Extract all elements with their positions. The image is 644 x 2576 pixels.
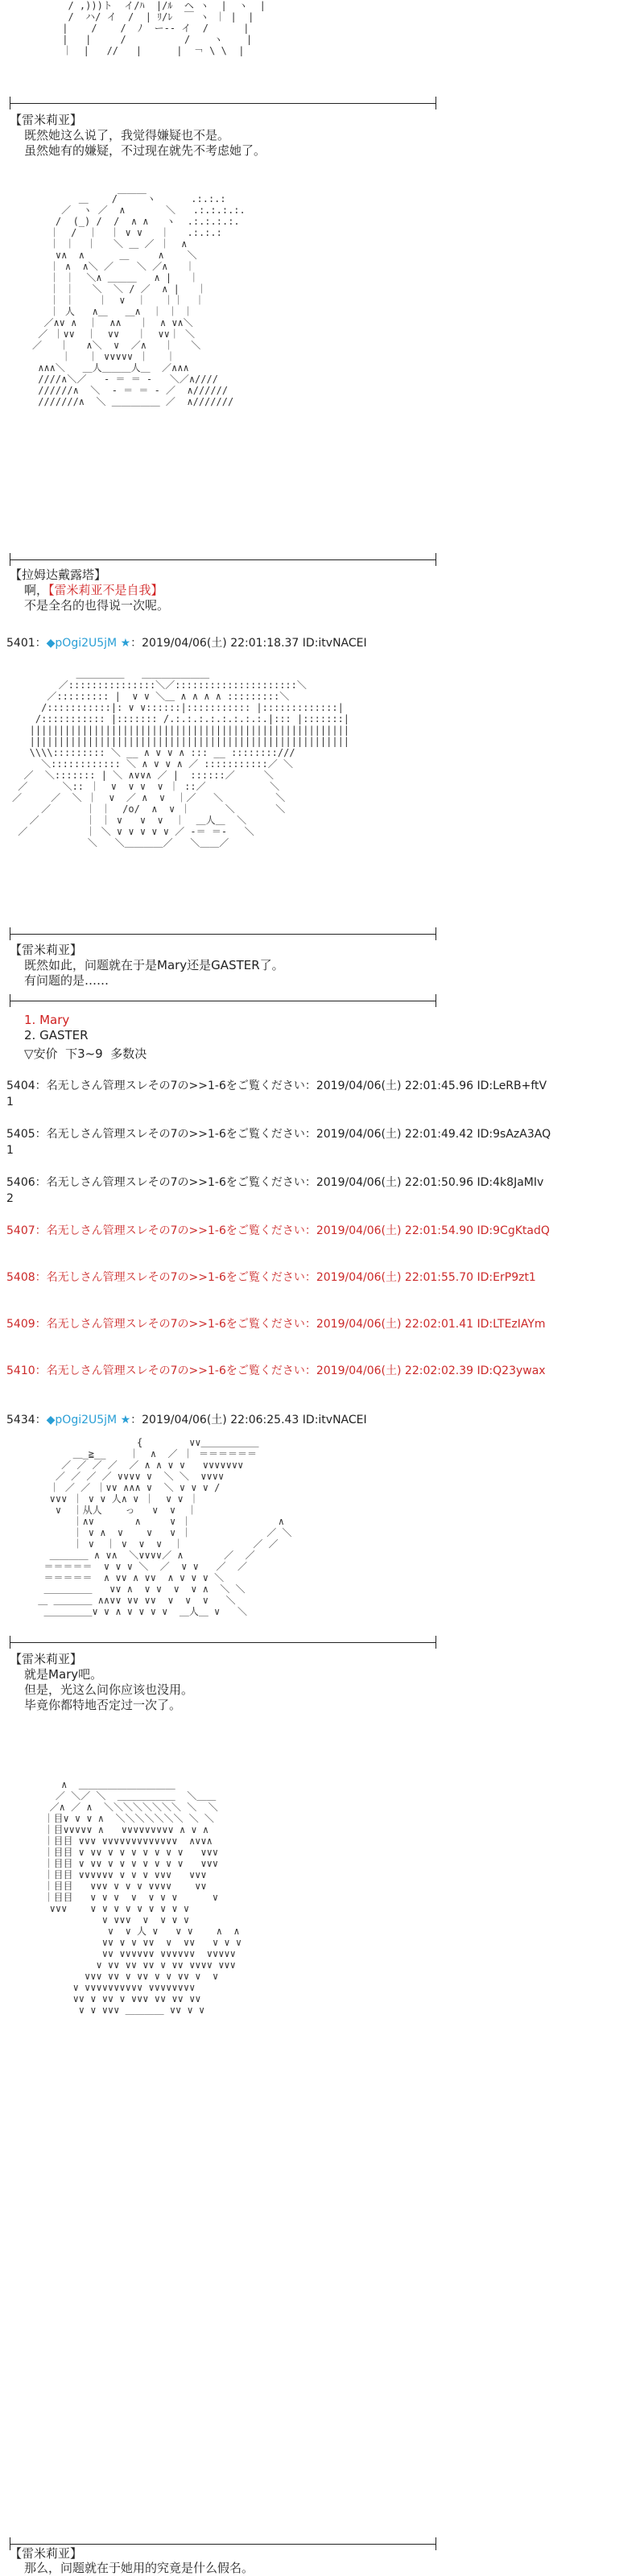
ascii-art-top: / ,)))ト イ/ﾊ |/ﾙ ヘ ヽ | ヽ | / ハ/ イ / | ﾘ/ﾚ ￣ ヽ ｜ | | | / / ﾉ ー-- イ / | | | / / ヽ | ｜ | // | | ￢ \ \ | <box>62 0 266 56</box>
post-line: 5405：名无しさん管理スレその7の>>1-6をご覧ください：2019/04/06(土) 22:01:49.42 ID:9sAzA3AQ <box>6 1128 551 1141</box>
vote-instruction: ▽安价 下3~9 多数决 <box>24 1046 147 1061</box>
dialogue-text: 啊， <box>24 583 49 597</box>
speaker-label: 【雷米莉亚】 <box>10 113 83 127</box>
divider <box>10 2544 436 2545</box>
choice-option: 1. Mary <box>24 1013 70 1027</box>
divider <box>10 103 436 104</box>
post-line: 5410：名无しさん管理スレその7の>>1-6をご覧ください：2019/04/06(土) 22:02:02.39 ID:Q23ywax <box>6 1364 546 1377</box>
post-line-tail: 1 <box>6 1144 14 1157</box>
poster-id-link[interactable]: ◆pOgi2U5jM ★ <box>46 1414 131 1426</box>
post-line: 5409：名无しさん管理スレその7の>>1-6をご覧ください：2019/04/06(土) 22:02:01.41 ID:LTEzIAYm <box>6 1318 546 1331</box>
speaker-label: 【雷米莉亚】 <box>10 943 83 957</box>
post-number: 5401： <box>6 637 47 650</box>
ascii-art-scene: ＿＿＿＿＿ ＿＿＿＿＿＿＿ ／:::::::::::::::＼／:::::::::::::::::::::＼ ／::::::::: | ∨ ∨ ＼＿ ∧ ∧ ∧ ∧ :::::::::＼ /:::::::::::|: ∨ ∨::::::|::::::::::: |:::::::::::::| /::::::::::: |::::::: /.:.:.:.:.:.:.:.:.|::: |:::::::| ||||||||||||||||||||||||||||||||||||||||||||||||||||||| ||||||||||||||||||||||||||||||||||||||||||||||||||||||| \\\\::::::::: ＼ __ ∧ ∨ ∨ ∧ ::: __ ::::::::/// ＼:::::::::::: ＼ ∧ ∨ ∨ ∧ ／ :::::::::::／ ＼ ／ ＼::::::: | ＼ ∧∨∨∧ ／ | ::::::／ ＼ ／ ＼:: ｜ ∨ ∨ ∨ ∨ ｜ ::／ ＼ ／ ／ ＼ ｜ ∨ ／ ∧ ∨ ｜／ ＼ ＼ ／ ｜ ｜ /o/ ∧ ∨ ｜ ＼ ＼ ／ ｜ ｜ ∨ ∨ ∨ ｜ ＿人＿ ＼ ／ ｜ ＼ ∨ ∨ ∨ ∨ ∨ ／ ‐＝ ＝‐ ＼ ＼ ＼＿＿＿＿／ ＼＿＿／ <box>12 668 350 848</box>
dialogue-line: 既然她这么说了，我觉得嫌疑也不是。 <box>24 128 230 142</box>
dialogue-line: 不是全名的也得说一次呢。 <box>24 598 170 613</box>
highlight-text: 【雷米莉亚不是自我】 <box>48 583 163 597</box>
dialogue-line: 毕竟你都特地否定过一次了。 <box>24 1698 182 1712</box>
divider <box>10 934 436 935</box>
speaker-label: 【雷米莉亚】 <box>10 1652 83 1666</box>
post-timestamp: ：2019/04/06(土) 22:01:18.37 ID:itvNACEI <box>130 637 367 650</box>
ascii-art-remilia-pose: ∧ ＿＿＿＿＿＿＿＿＿＿ ／ ＼／ ＼ ＿＿＿＿＿＿ ＼＿＿ ／∧ ／ ∧ ＼＼＼＼＼＼＼＼ ＼ ＼ ｜目∨ ∨ ∨ ∧ ＼＼＼＼＼＼＼ ＼ ＼ ｜目∨∨∨∨∨ ∧ ∨∨∨∨∨∨∨∨∨ ∧ ∨ ∧ ｜目目 ∨∨∨ ∨∨∨∨∨∨∨∨∨∨∨∨∨ ∧∨∨∧ ｜目目 ∨ ∨∨ ∨ ∨ ∨ ∨ ∨ ∨ ∨ ∨∨∨ ｜目目 ∨ ∨∨ ∨ ∨ ∨ ∨ ∨ ∨ ∨ ∨∨∨ ｜目目 ∨∨∨∨∨∨ ∨ ∨ ∨ ∨∨∨ ∨∨∨ ｜目目 ∨∨∨ ∨ ∨ ∨ ∨∨∨∨ ∨∨ ｜目目 ∨ ∨ ∨ ∨ ∨ ∨ ∨ ∨ ∨∨∨ ∨ ∨ ∨ ∨ ∨ ∨ ∨ ∨ ∨ ∨ ∨∨∨ ∨ ∨ ∨ ∨ ∨ ∨ 人 ∨ ∨ ∨ ∧ ∧ ∨∨ ∨ ∨ ∨∨ ∨ ∨∨ ∨ ∨ ∨ ∨∨ ∨∨∨∨∨∨ ∨∨∨∨∨∨ ∨∨∨∨∨ ∨ ∨∨ ∨∨ ∨∨ ∨ ∨∨ ∨∨∨∨ ∨∨∨ ∨∨∨ ∨∨ ∨ ∨∨ ∨ ∨ ∨∨ ∨ ∨ ∨ ∨∨∨∨∨∨∨∨∨∨ ∨∨∨∨∨∨∨∨ ∨∨ ∨ ∨∨ ∨ ∨∨∨ ∨∨ ∨∨ ∨∨ ∨ ∨ ∨∨∨ ＿＿＿＿ ∨∨ ∨ ∨ <box>43 1779 242 2016</box>
divider <box>10 1642 436 1643</box>
post-timestamp: ：2019/04/06(土) 22:06:25.43 ID:itvNACEI <box>130 1414 367 1426</box>
poster-id-link[interactable]: ◆pOgi2U5jM ★ <box>46 637 131 650</box>
post-header <box>6 636 367 650</box>
dialogue-line: 但是，光这么问你应该也没用。 <box>24 1682 194 1697</box>
dialogue-line <box>24 583 163 598</box>
post-number: 5434： <box>6 1414 47 1426</box>
post-line: 5406：名无しさん管理スレその7の>>1-6をご覧ください：2019/04/06(土) 22:01:50.96 ID:4k8JaMIv <box>6 1176 544 1189</box>
post-line: 5404：名无しさん管理スレその7の>>1-6をご覧ください：2019/04/06(土) 22:01:45.96 ID:LeRB+ftV <box>6 1080 547 1092</box>
ascii-art-remilia: ＿ /￣￣￣ヽ .:.:.: ／ ヽ ／ ∧ ＼ .:.:.:.:. / (_) / / ∧ ∧ ヽ .:.:.:.:. ｜ / ｜ ｜ ∨ ∨ ｜ .:.:.: ｜ ｜ ｜ ＼ ＿ ／ ｜ ∧ ∨∧ ∧ ＿ ∧ ＼ ｜ ∧ ∧＼ ／ ＼ ／∧ ｜ ｜ ｜ ＼∧ ＿＿＿ ∧ | ｜ ｜ ｜ ＼ ＼ / ／ ∧ | ｜ ｜ ｜ ｜ ∨ ｜ ｜｜ ｜ ｜ 人 ∧＿ ＿∧ ｜ ｜ ｜ ／∧∨ ∧ ｜ ∧∧ ｜ ∧ ∨∧＼ ／ ｜∨∨ ｜ ∨∨ ｜ ∨∨｜ ＼ ／ ｜ ∧＼ ∨ ／∧ ｜ ＼ ｜ ｜ ∨∨∨∨∨ ｜ ｜ ∧∧∧＼ ＿人＿＿＿人＿ ／∧∧∧ ////∧＼／ ‐ ＝ ＝ ‐ ＼／∧//// //////∧ ＼ ‐ ＝ ＝ ‐ ／ ∧////// ///////∧ ＼ ＿＿＿＿＿ ／ ∧/////// <box>32 193 246 407</box>
post-line: 5407：名无しさん管理スレその7の>>1-6をご覧ください：2019/04/06(土) 22:01:54.90 ID:9CgKtadQ <box>6 1224 550 1237</box>
post-line-tail: 2 <box>6 1192 14 1205</box>
post-line: 5408：名无しさん管理スレその7の>>1-6をご覧ください：2019/04/06(土) 22:01:55.70 ID:ErP9zt1 <box>6 1271 536 1284</box>
speaker-label: 【雷米莉亚】 <box>10 2546 83 2561</box>
dialogue-line: 就是Mary吧。 <box>24 1667 103 1682</box>
dialogue-line: 那么，问题就在于她用的究竟是什么假名。 <box>24 2561 254 2575</box>
ascii-art-character: { ∨∨＿＿＿＿＿＿ ＿_≧__ ｜ ∧ ／ ｜ ＝＝＝＝＝＝ ／ ／ ／ ／ ／ ∧ ∧ ∨ ∨ ∨∨∨∨∨∨∨ ／ ／ ／ ／ ∨∨∨∨ ∨ ＼ ＼ ∨∨∨∨ ｜ ／ ／ ｜∨∨ ∧∧∧ ∨ ＼ ∨ ∨ ∨ / ∨∨∨ ｜ ∨ ∨ 人∧ ∨ ｜ ∨ ∨ ｜ ∨ ｜从人 っ ∨ ∨ ｜ ｜∧∨ ∧ ∨ ｜ ∧ ｜ ∨ ∧ ∨ ∨ ∨ ｜ ／ ＼ ｜ ∨ ｜ ∨ ∨ ∨ ｜ ／ ／ ＿＿＿＿ ∧ ∨∧ ＼∨∨∨∨／ ∧ ／ ／ ＝＝＝＝＝ ∨ ∨ ∨ ＼ ／ ∨ ∨ ／ ／ ＝＝＝＝＝ ∧ ∨∨ ∧ ∨∨ ∧ ∨ ∨ ∨ ＼ ＿＿＿＿＿ ∨∨ ∧ ∨ ∨ ∨ ∨ ∧ ＼ ＼ ＿ ＿＿＿＿ ∧∧∨∨ ∨∨ ∨∨ ∨ ∨ ∨ ＼ ＿＿＿＿＿∨ ∨ ∧ ∨ ∨ ∨ ∨ ＿人＿ ∨ ＼ <box>38 1437 292 1617</box>
divider <box>10 559 436 560</box>
dialogue-line: 既然如此，问题就在于是Mary还是GASTER了。 <box>24 958 284 972</box>
speaker-label: 【拉姆达戴露塔】 <box>10 568 107 582</box>
dialogue-line: 虽然她有的嫌疑，不过现在就先不考虑她了。 <box>24 143 266 158</box>
choice-option: 2. GASTER <box>24 1028 89 1042</box>
dialogue-line: 有问题的是…… <box>24 973 109 988</box>
post-header <box>6 1413 367 1427</box>
post-line-tail: 1 <box>6 1096 14 1108</box>
